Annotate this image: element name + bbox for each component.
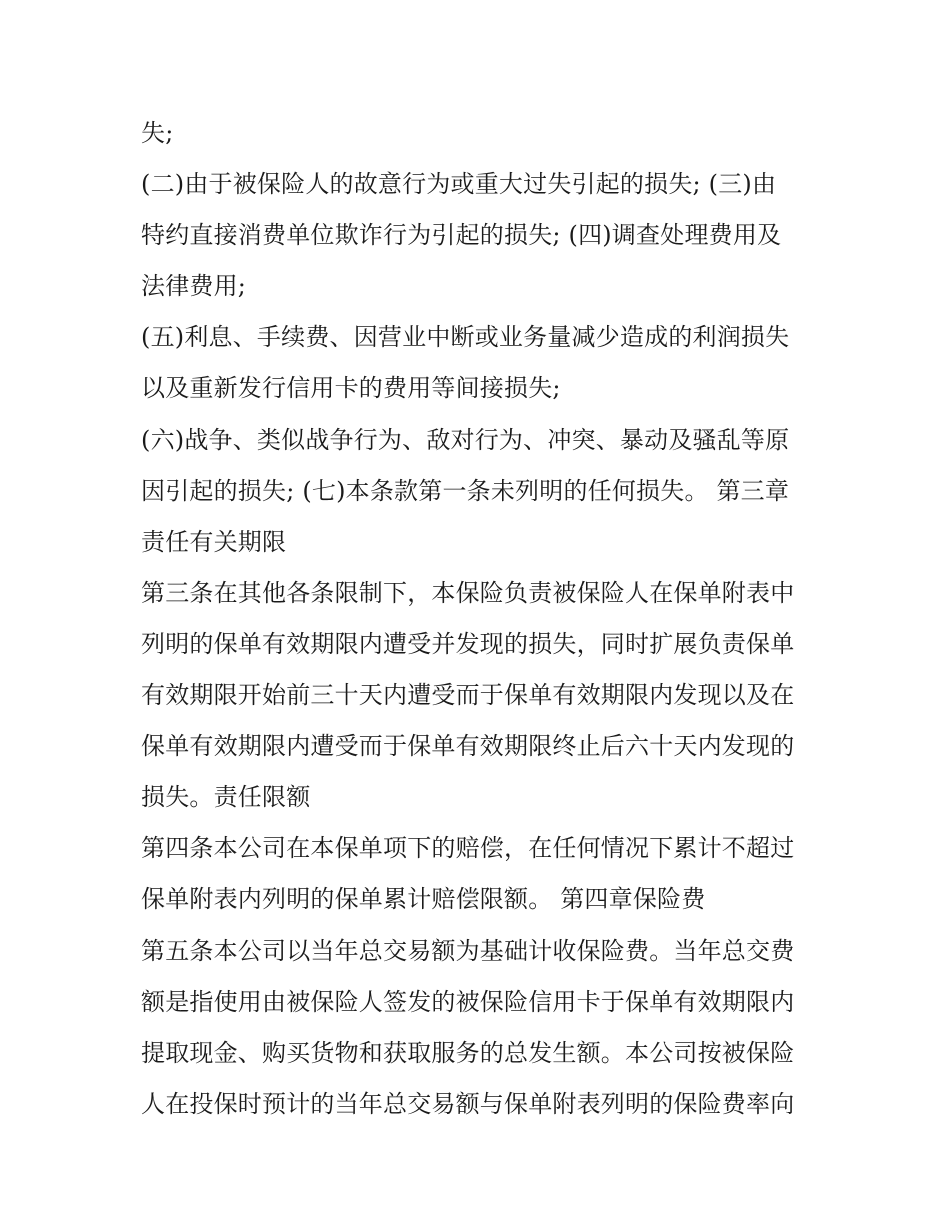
text-line: 人在投保时预计的当年总交易额与保单附表列明的保险费率向 (141, 1089, 795, 1118)
text-line: 以及重新发行信用卡的费用等间接损失; (141, 374, 561, 403)
text-line: 责任有关期限 (141, 527, 287, 556)
text-line: 额是指使用由被保险人签发的被保险信用卡于保单有效期限内 (141, 987, 795, 1016)
text-line: 有效期限开始前三十天内遭受而于保单有效期限内发现以及在 (141, 681, 795, 710)
text-line: 列明的保单有效期限内遭受并发现的损失，同时扩展负责保单 (141, 629, 795, 658)
text-line: 提取现金、购买货物和获取服务的总发生额。本公司按被保险 (141, 1038, 795, 1067)
text-line: 特约直接消费单位欺诈行为引起的损失; (四)调查处理费用及 (141, 221, 782, 250)
text-line: 损失。责任限额 (141, 783, 311, 812)
text-line: (六)战争、类似战争行为、敌对行为、冲突、暴动及骚乱等原 (141, 425, 790, 454)
body-text (141, 108, 821, 1130)
text-line: (五)利息、手续费、因营业中断或业务量减少造成的利润损失 (141, 323, 790, 352)
text-line: 法律费用; (141, 272, 247, 301)
text-line: 失; (141, 119, 174, 147)
text-line: 保单附表内列明的保单累计赔偿限额。 第四章保险费 (141, 885, 706, 914)
text-line: (二)由于被保险人的故意行为或重大过失引起的损失; (三)由 (141, 170, 777, 199)
text-line: 保单有效期限内遭受而于保单有效期限终止后六十天内发现的 (141, 732, 795, 761)
text-line: 因引起的损失; (七)本条款第一条未列明的任何损失。 第三章 (141, 476, 790, 505)
text-line: 第四条本公司在本保单项下的赔偿，在任何情况下累计不超过 (141, 834, 795, 863)
text-line: 第三条在其他各条限制下，本保险负责被保险人在保单附表中 (141, 578, 795, 607)
text-line: 第五条本公司以当年总交易额为基础计收保险费。当年总交费 (141, 936, 795, 965)
